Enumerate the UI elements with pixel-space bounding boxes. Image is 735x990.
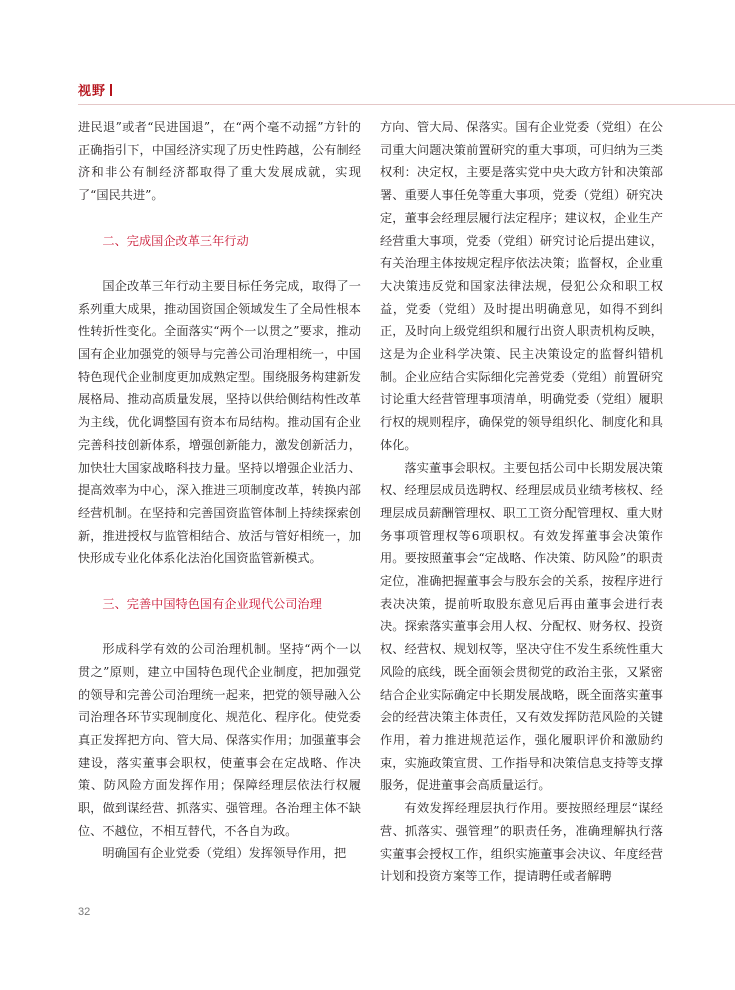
section-heading: 二、完成国企改革三年行动 (102, 233, 249, 248)
section-label-text: 视野 (78, 84, 107, 99)
right-column (380, 116, 663, 888)
paragraph: 进民退”或者“民进国退”，在“两个毫不动摇”方针的正确指引下，中国经济实现了历史性跨越，公有制经济和非公有制经济都取得了重大发展成就，实现了“国民共进”。 (78, 120, 361, 203)
page-number: 32 (78, 906, 91, 918)
left-column (78, 116, 361, 865)
paragraph: 形成科学有效的公司治理机制。坚持“两个一以贯之”原则，建立中国特色现代企业制度，把加强党的领导和完善公司治理统一起来，把党的领导融入公司治理各环节实现制度化、规范化、程序化。使党委真正发挥把方向、管大局、保落实作用；加强董事会建设，落实董事会职权，使董事会在定战略、作决策、防风险方面发挥作用；保障经理层依法行权履职，做到谋经营、抓落实、强管理。各治理主体不缺位、不越位，不相互替代，不各自为政。 (78, 642, 361, 838)
header-rule (78, 104, 735, 105)
section-heading: 三、完善中国特色国有企业现代公司治理 (102, 596, 322, 611)
paragraph: 方向、管大局、保落实。国有企业党委（党组）在公司重大问题决策前置研究的重大事项，可归纳为三类权利：决定权，主要是落实党中央大政方针和决策部署、重要人事任免等重大事项，党委（党组）研究决定，董事会经理层履行法定程序；建议权，企业生产经营重大事项，党委（党组）研究讨论后提出建议，有关治理主体按规定程序依法决策；监督权，企业重大决策违反党和国家法律法规，侵犯公众和职工权益，党委（党组）及时提出明确意见，如得不到纠正，及时向上级党组织和履行出资人职责机构反映，这是为企业科学决策、民主决策设定的监督纠错机制。企业应结合实际细化完善党委（党组）前置研究讨论重大经营管理事项清单，明确党委（党组）履职行权的规则程序，确保党的领导组织化、制度化和具体化。 (380, 120, 663, 452)
paragraph: 明确国有企业党委（党组）发挥领导作用，把 (102, 846, 347, 861)
paragraph: 落实董事会职权。主要包括公司中长期发展决策权、经理层成员选聘权、经理层成员业绩考核权、经理层成员薪酬管理权、职工工资分配管理权、重大财务事项管理权等6项职权。有效发挥董事会决策作用。要按照董事会“定战略、作决策、防风险”的职责定位，准确把握董事会与股东会的关系，按程序进行表决决策，提前听取股东意见后再由董事会进行表决。探索落实董事会用人权、分配权、财务权、投资权、经营权、规划权等，坚决守住不发生系统性重大风险的底线，既全面领会贯彻党的政治主张，又紧密结合企业实际确定中长期发展战略，既全面落实董事会的经营决策主体责任，又有效发挥防范风险的关键作用，着力推进规范运作，强化履职评价和激励约束，实施政策宣贯、工作指导和决策信息支持等支撑服务，促进董事会高质量运行。 (380, 460, 663, 793)
paragraph: 国企改革三年行动主要目标任务完成，取得了一系列重大成果，推动国资国企领域发生了全局性根本性转折性变化。全面落实“两个一以贯之”要求，推动国有企业加强党的领导与完善公司治理相统一，中国特色现代企业制度更加成熟定型。围绕服务构建新发展格局、推动高质量发展，坚持以供给侧结构性改革为主线，优化调整国有资本布局结构。推动国有企业完善科技创新体系，增强创新能力，激发创新活力，加快壮大国家战略科技力量。坚持以增强企业活力、提高效率为中心，深入推进三项制度改革，转换内部经营机制。在坚持和完善国资监管体制上持续探索创新，推进授权与监管相结合、放活与管好相统一，加快形成专业化体系化法治化国资监管新模式。 (78, 278, 361, 566)
paragraph: 有效发挥经理层执行作用。要按照经理层“谋经营、抓落实、强管理”的职责任务，准确理解执行落实董事会授权工作，组织实施董事会决议、年度经营计划和投资方案等工作，提请聘任或者解聘 (380, 801, 663, 884)
section-label (78, 80, 112, 99)
section-label-bar (110, 84, 112, 96)
